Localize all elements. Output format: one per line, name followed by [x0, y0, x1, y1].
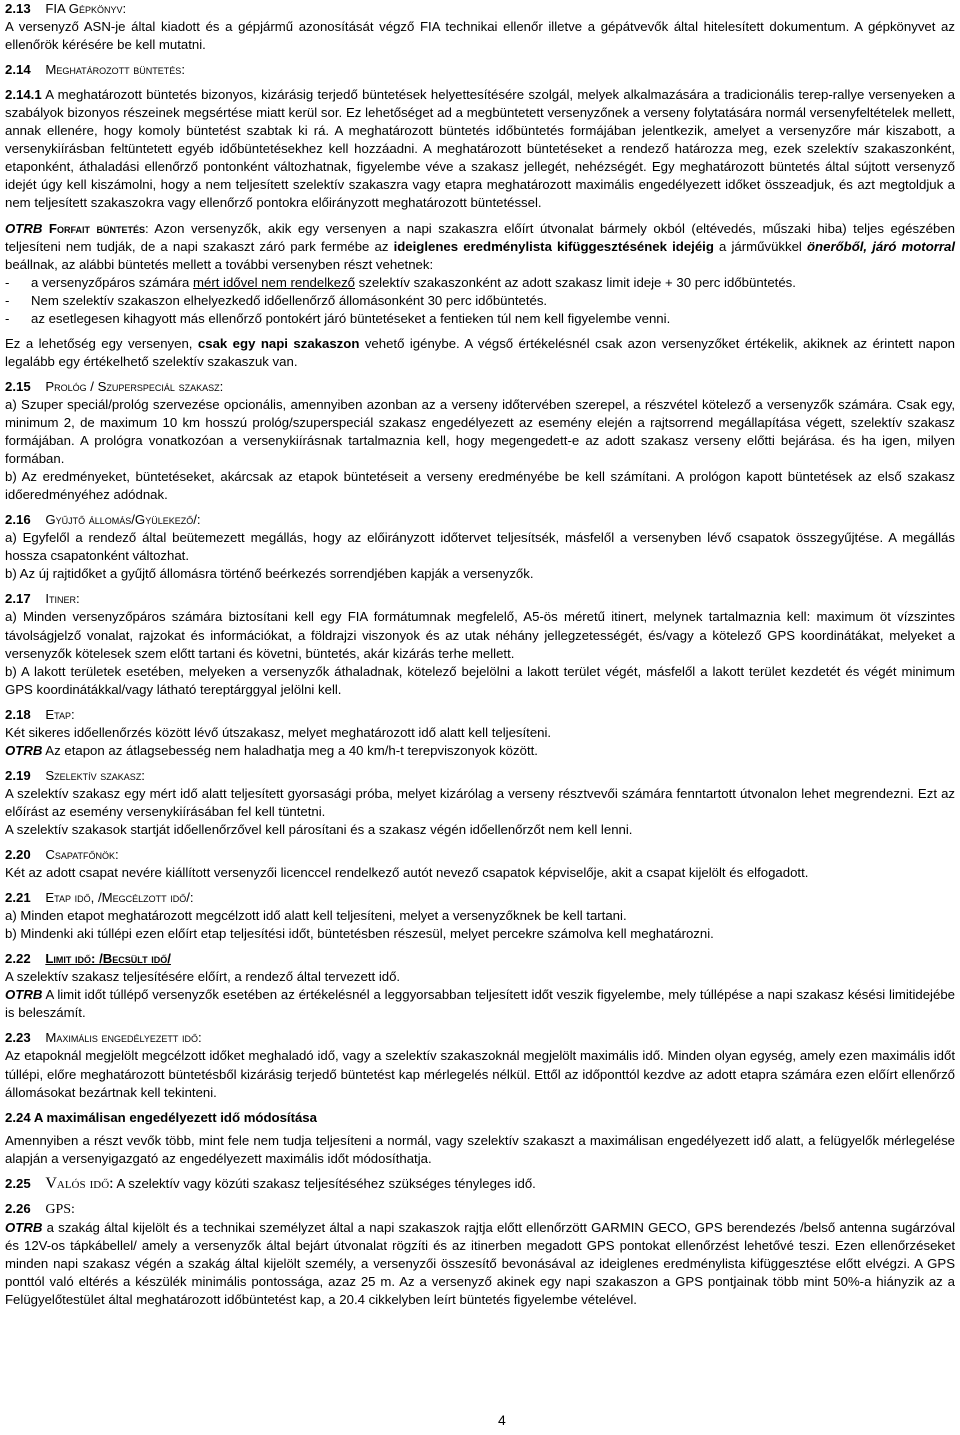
section-2-20-text: Két az adott csapat nevére kiállított versenyzői licenccel rendelkező autót nevező csapatok képviselője, akit a csapat kijelölt és elfogadott. — [5, 865, 809, 881]
section-2-23-text: Az etapoknál megjelölt megcélzott időket meghaladó idő, vagy a szelektív szakaszoknál megjelölt maximális idő. Minden olyan egység, amely ezen maximális időt túllépi, előre meghatározott büntetésből kizárásig terjedő büntetést kap mérlegelés nélkül. Ettől az időponttól kezdve az adott etapra számára ezen előírt ellenőrző állomásokat bezártnak kell tekinteni. — [5, 1048, 955, 1100]
forfait-paragraph: OTRB Forfait büntetés: Azon versenyzők, akik egy versenyen a napi szakaszra előírt útvonalat bármely okból (eltévedés, műszaki hiba) teljes egészében teljesíteni nem tudják, de a napi szakaszt záró park fermébe az ideiglenes eredménylista kifüggesztésének idejéig a járművükkel önerőből, járó motorral beállnak, az alábbi büntetés mellett a további versenyben részt vehetnek: — [5, 220, 956, 272]
document-page — [5, 0, 955, 1309]
section-2-20-heading: 2.20 Csapatfőnök: — [5, 847, 119, 863]
section-2-24-text: Amennyiben a részt vevők több, mint fele nem tudja teljesíteni a normál, vagy szelektív szakaszt a maximálisan engedélyezett idő alatt, a felügyelők mérlegelése alapján a versenyigazgató az engedélyezett maximális időt módosíthatja. — [5, 1132, 955, 1166]
section-2-24-heading: 2.24 A maximálisan engedélyezett idő módosítása — [5, 1109, 317, 1125]
section-2-18-otrb: OTRB Az etapon az átlagsebesség nem haladhatja meg a 40 km/h-t terepviszonyok között. — [5, 742, 538, 758]
section-2-14-1-text: 2.14.1 A meghatározott büntetés bizonyos, kizárásig terjedő büntetések helyettesítésére szolgál, melyek alkalmazására a tradicionális terep-rallye versenyeken a szabályok bizonyos részeinek megsértése miatt kerül sor. Ez lehetőséget ad a megbüntetett versenyzőnek a verseny folytatására normál versenyfeltételek mellett, annak ellenére, hogy komoly büntetést szabtak ki rá. A meghatározott büntetés időbüntetés formájában jelentkezik, amelyet a versenyzőre már kiszabott, a versenykiírásban feltüntetett egyéb időbüntetésekhez kell hozzáadni. A meghatározott büntetéseket a rendező határozza meg, ezek szelektív szakaszonként, etaponként, áthaladási ellenőrző pontonként változhatnak, figyelembe véve a szakasz jellegét, nehézségét. Egy meghatározott büntetés által sújtott versenyző idejét úgy kell kiszámolni, hogy a nem teljesített szelektív szakaszra vagy etapra meghatározott maximális engedélyezett időket összeadjuk, és azt megtoldjuk a nem teljesített szakaszokra vagy ellenőrző pontokra előirányzott meghatározott büntetéssel. — [5, 87, 956, 211]
section-2-21-b: b) Mindenki aki túllépi ezen előírt etap teljesítési időt, büntetésben részesül, melyet percekre számolva kell meghatározni. — [5, 926, 714, 942]
section-2-18-heading: 2.18 Etap: — [5, 706, 75, 722]
forfait-list-item: - az esetlegesen kihagyott más ellenőrző pontokért járó büntetéseket a fentieken túl nem kell figyelembe venni. — [5, 310, 671, 326]
section-2-15-heading: 2.15 Prológ / Szuperspeciál szakasz: — [5, 378, 224, 394]
section-2-13-heading: 2.13 FIA Gépkönyv: — [5, 1, 127, 16]
section-2-21-heading: 2.21 Etap idő, /Megcélzott idő/: — [5, 890, 194, 906]
section-2-21-a: a) Minden etapot meghatározott megcélzott idő alatt kell teljesíteni, melyet a versenyzőknek be kell tartani. — [5, 908, 627, 924]
section-title: FIA Gépkönyv: — [45, 1, 127, 16]
forfait-list-item: - a versenyzőpáros számára mért idővel nem rendelkező szelektív szakaszonként az adott szakasz limit ideje + 30 perc időbüntetés. — [5, 274, 796, 290]
section-2-19-heading: 2.19 Szelektív szakasz: — [5, 767, 145, 783]
section-2-26-text: OTRB a szakág által kijelölt és a technikai személyzet által a napi szakaszok rajtja előtt ellenőrzött GARMIN GECO, GPS berendezés /belső antenna sugárzóval és 12V-os tápkábellel/ amely a versenyzők által bejárt útvonalat rögzíti és az itinerben megadott GPS pontokat ellenőrzést lehetővé teszi. Ezen ellenőrzéseket minden napi szakasz végén a szakág által kijelölt személy, a versenyzői összesítő bevonásával az ideiglenes eredménylista kifüggesztése előtt elvégzi. A GPS ponttól való eltérés a készülék minimális pontossága, azaz 25 m. Az a versenyző akinek egy napi szakaszon a GPS pontjainak több mint 50%-a hiányzik az a Felügyelőtestület által meghatározott időbüntetést kap, a 20.4 cikkelyben leírt büntetés figyelembe vételével. — [5, 1219, 955, 1308]
section-2-22-text: A szelektív szakasz teljesítésére előírt, a rendező által tervezett idő. — [5, 969, 401, 985]
section-2-25-heading: 2.25 Valós idő: A szelektív vagy közúti szakasz teljesítéséhez szükséges tényleges idő. — [5, 1174, 536, 1192]
section-2-16-heading: 2.16 Gyűjtő állomás/Gyülekező/: — [5, 512, 201, 528]
section-2-19-text-2: A szelektív szakasok startját időellenőrzővel kell párosítani és a szakasz végén időellenőrzőt nem kell lenni. — [5, 821, 633, 837]
section-2-17-heading: 2.17 Itiner: — [5, 591, 80, 607]
section-2-26-heading: 2.26 GPS: — [5, 1200, 75, 1217]
section-2-16-a: a) Egyfelől a rendező által beütemezett megállás, hogy az előirányzott időtervet teljesítsék, másfelől a versenyben lévő csapatok összegyűjtése. A megállás hossza csapatonként változhat. — [5, 530, 955, 564]
forfait-list-item: - Nem szelektív szakaszon elhelyezkedő időellenőrző állomásonként 30 perc időbüntetés. — [5, 292, 548, 308]
section-2-19-text: A szelektív szakasz egy mért idő alatt teljesített gyorsasági próba, melyet kizárólag a verseny résztvevői számára fenntartott útvonalon lehet megrendezni. Ezt az előírást az esemény versenykiírásában fel kell tüntetni. — [5, 785, 955, 819]
section-2-22-otrb: OTRB A limit időt túllépő versenyzők esetében az értékelésnél a leggyorsabban teljesített időt veszik figyelembe, mely túllépése a napi szakasz késési limitidejébe is beleszámít. — [5, 987, 955, 1021]
section-2-14-heading: 2.14 Meghatározott büntetés: — [5, 62, 185, 78]
section-2-18-text: Két sikeres időellenőrzés között lévő útszakasz, melyet meghatározott idő alatt kell teljesíteni. — [5, 724, 552, 740]
page-number: 4 — [498, 1412, 506, 1428]
section-2-17-a: a) Minden versenyzőpáros számára biztosítani kell egy FIA formátumnak megfelelő, A5-ös méretű itinert, melynek tartalmaznia kell: maximum öt vízszintes távolságjelző vonalat, rajzokat és információkat, a földrajzi viszonyok és az utak néhány jellegzetességét, és/vagy a kötelező GPS koordinátákat, melyeket a versenyzők kötelesek szem előtt tartani és követni, büntetés, akár kizárás terhe mellett. — [5, 609, 955, 661]
section-2-15-a: a) Szuper speciál/prológ szervezése opcionális, amennyiben azonban az a verseny időtervében szerepel, a részvétel kötelező a versenyzők számára. Csak egy, minimum 2, de maximum 10 km hosszú prológ/szuperspeciál szakasz engedélyezett az esemény elején a rajtsorrend megállapítása végett, szelektív szakasz formájában. A prológra vonatkozóan a versenykiírásnak tartalmaznia kell, hogy megengedett-e az adott szakasz verseny előtti bejárása. és ha igen, milyen formában. — [5, 396, 955, 467]
section-2-15-b: b) Az eredményeket, büntetéseket, akárcsak az etapok büntetéseit a verseny eredményébe be kell számítani. A prológon kapott büntetések az első szakasz időeredményéhez adódnak. — [5, 469, 955, 503]
section-2-16-b: b) Az új rajtidőket a gyűjtő állomásra történő beérkezés sorrendjében kapják a versenyzők. — [5, 566, 534, 582]
forfait-note: Ez a lehetőség egy versenyen, csak egy napi szakaszon vehető igénybe. A végső értékelésnél csak azon versenyzőket értékelik, akiknek az érintett napon legalább egy értékelhető szelektív szakaszuk van. — [5, 335, 956, 369]
section-title: Meghatározott büntetés: — [45, 62, 185, 78]
section-2-22-heading: 2.22 Limit idő: /Becsült idő/ — [5, 951, 171, 967]
section-2-17-b: b) A lakott területek esetében, melyeken a versenyzők áthaladnak, kötelező bejelölni a lakott terület végét, másfelől a lakott terület kezdetét és végét minimum GPS koordinátákkal/vagy látható tereptárggyal jelölni kell. — [5, 663, 955, 697]
section-2-23-heading: 2.23 Maximális engedélyezett idő: — [5, 1030, 202, 1046]
section-2-13-text: A versenyző ASN-je által kiadott és a gépjármű azonosítását végző FIA technikai ellenőr illetve a gépátvevők által hitelesített dokumentum. A gépkönyvet az ellenőrök kérésére be kell mutatni. — [5, 19, 955, 53]
